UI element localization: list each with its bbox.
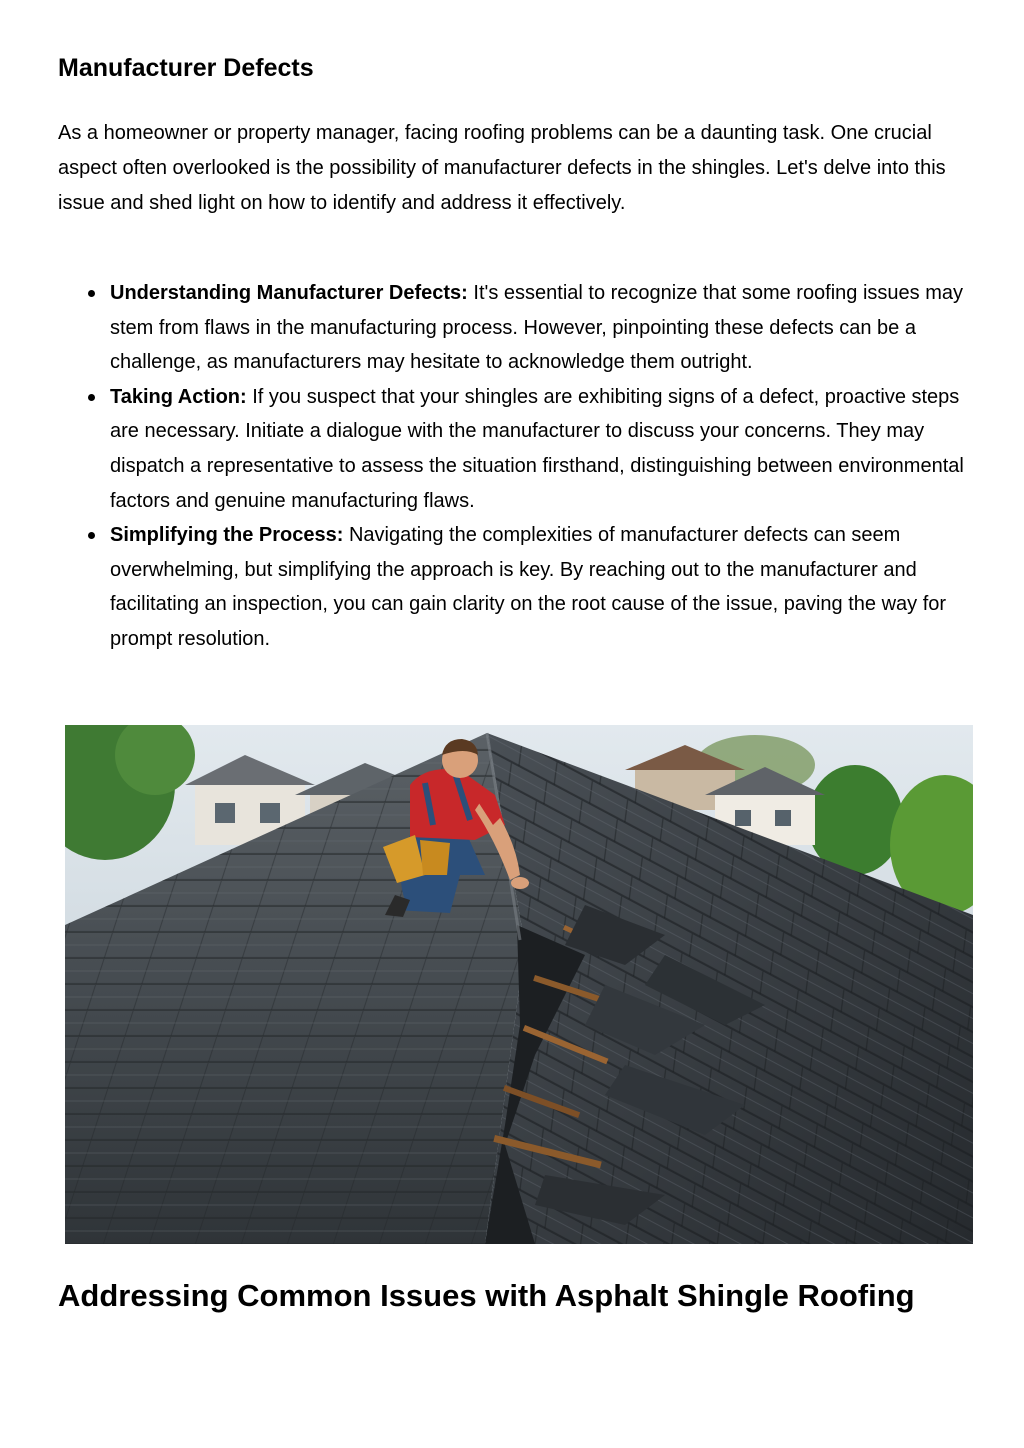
intro-paragraph: As a homeowner or property manager, facing roofing problems can be a daunting task. One crucial aspect often overlooked is the possibility of manufacturer defects in the shingles. Let's delve into this issue and shed light on how to identify and address it effectively.: [58, 122, 946, 214]
bullet-heading: Understanding Manufacturer Defects:: [110, 282, 468, 304]
section-title: Manufacturer Defects: [58, 54, 314, 82]
bullet-dot-icon: [88, 290, 95, 297]
bullet-text: If you suspect that your shingles are exhibiting signs of a defect, proactive steps are necessary. Initiate a dialogue with the manufacturer to discuss your concerns. They may dispatch a representative to assess the situation firsthand, distinguishing between environmental factors and genuine manufacturing flaws.: [110, 385, 964, 512]
list-item: [110, 276, 970, 380]
bullet-dot-icon: [88, 394, 95, 401]
bullet-dot-icon: [88, 532, 95, 539]
list-item: [110, 380, 970, 518]
roof-inspection-photo: [65, 725, 973, 1244]
list-item: [110, 518, 970, 656]
bullet-heading: Taking Action:: [110, 385, 247, 408]
bullet-heading: Simplifying the Process:: [110, 524, 344, 547]
next-section-title: Addressing Common Issues with Asphalt Shingle Roofing: [58, 1278, 915, 1313]
bullet-text: Navigating the complexities of manufacturer defects can seem overwhelming, but simplifying the approach is key. By reaching out to the manufacturer and facilitating an inspection, you can gain clarity on the root cause of the issue, paving the way for prompt resolution.: [110, 524, 947, 650]
bullet-list: [58, 276, 970, 657]
bullet-text: It's essential to recognize that some roofing issues may stem from flaws in the manufacturing process. However, pinpointing these defects can be a challenge, as manufacturers may hesitate to acknowledge them outright.: [110, 282, 964, 374]
